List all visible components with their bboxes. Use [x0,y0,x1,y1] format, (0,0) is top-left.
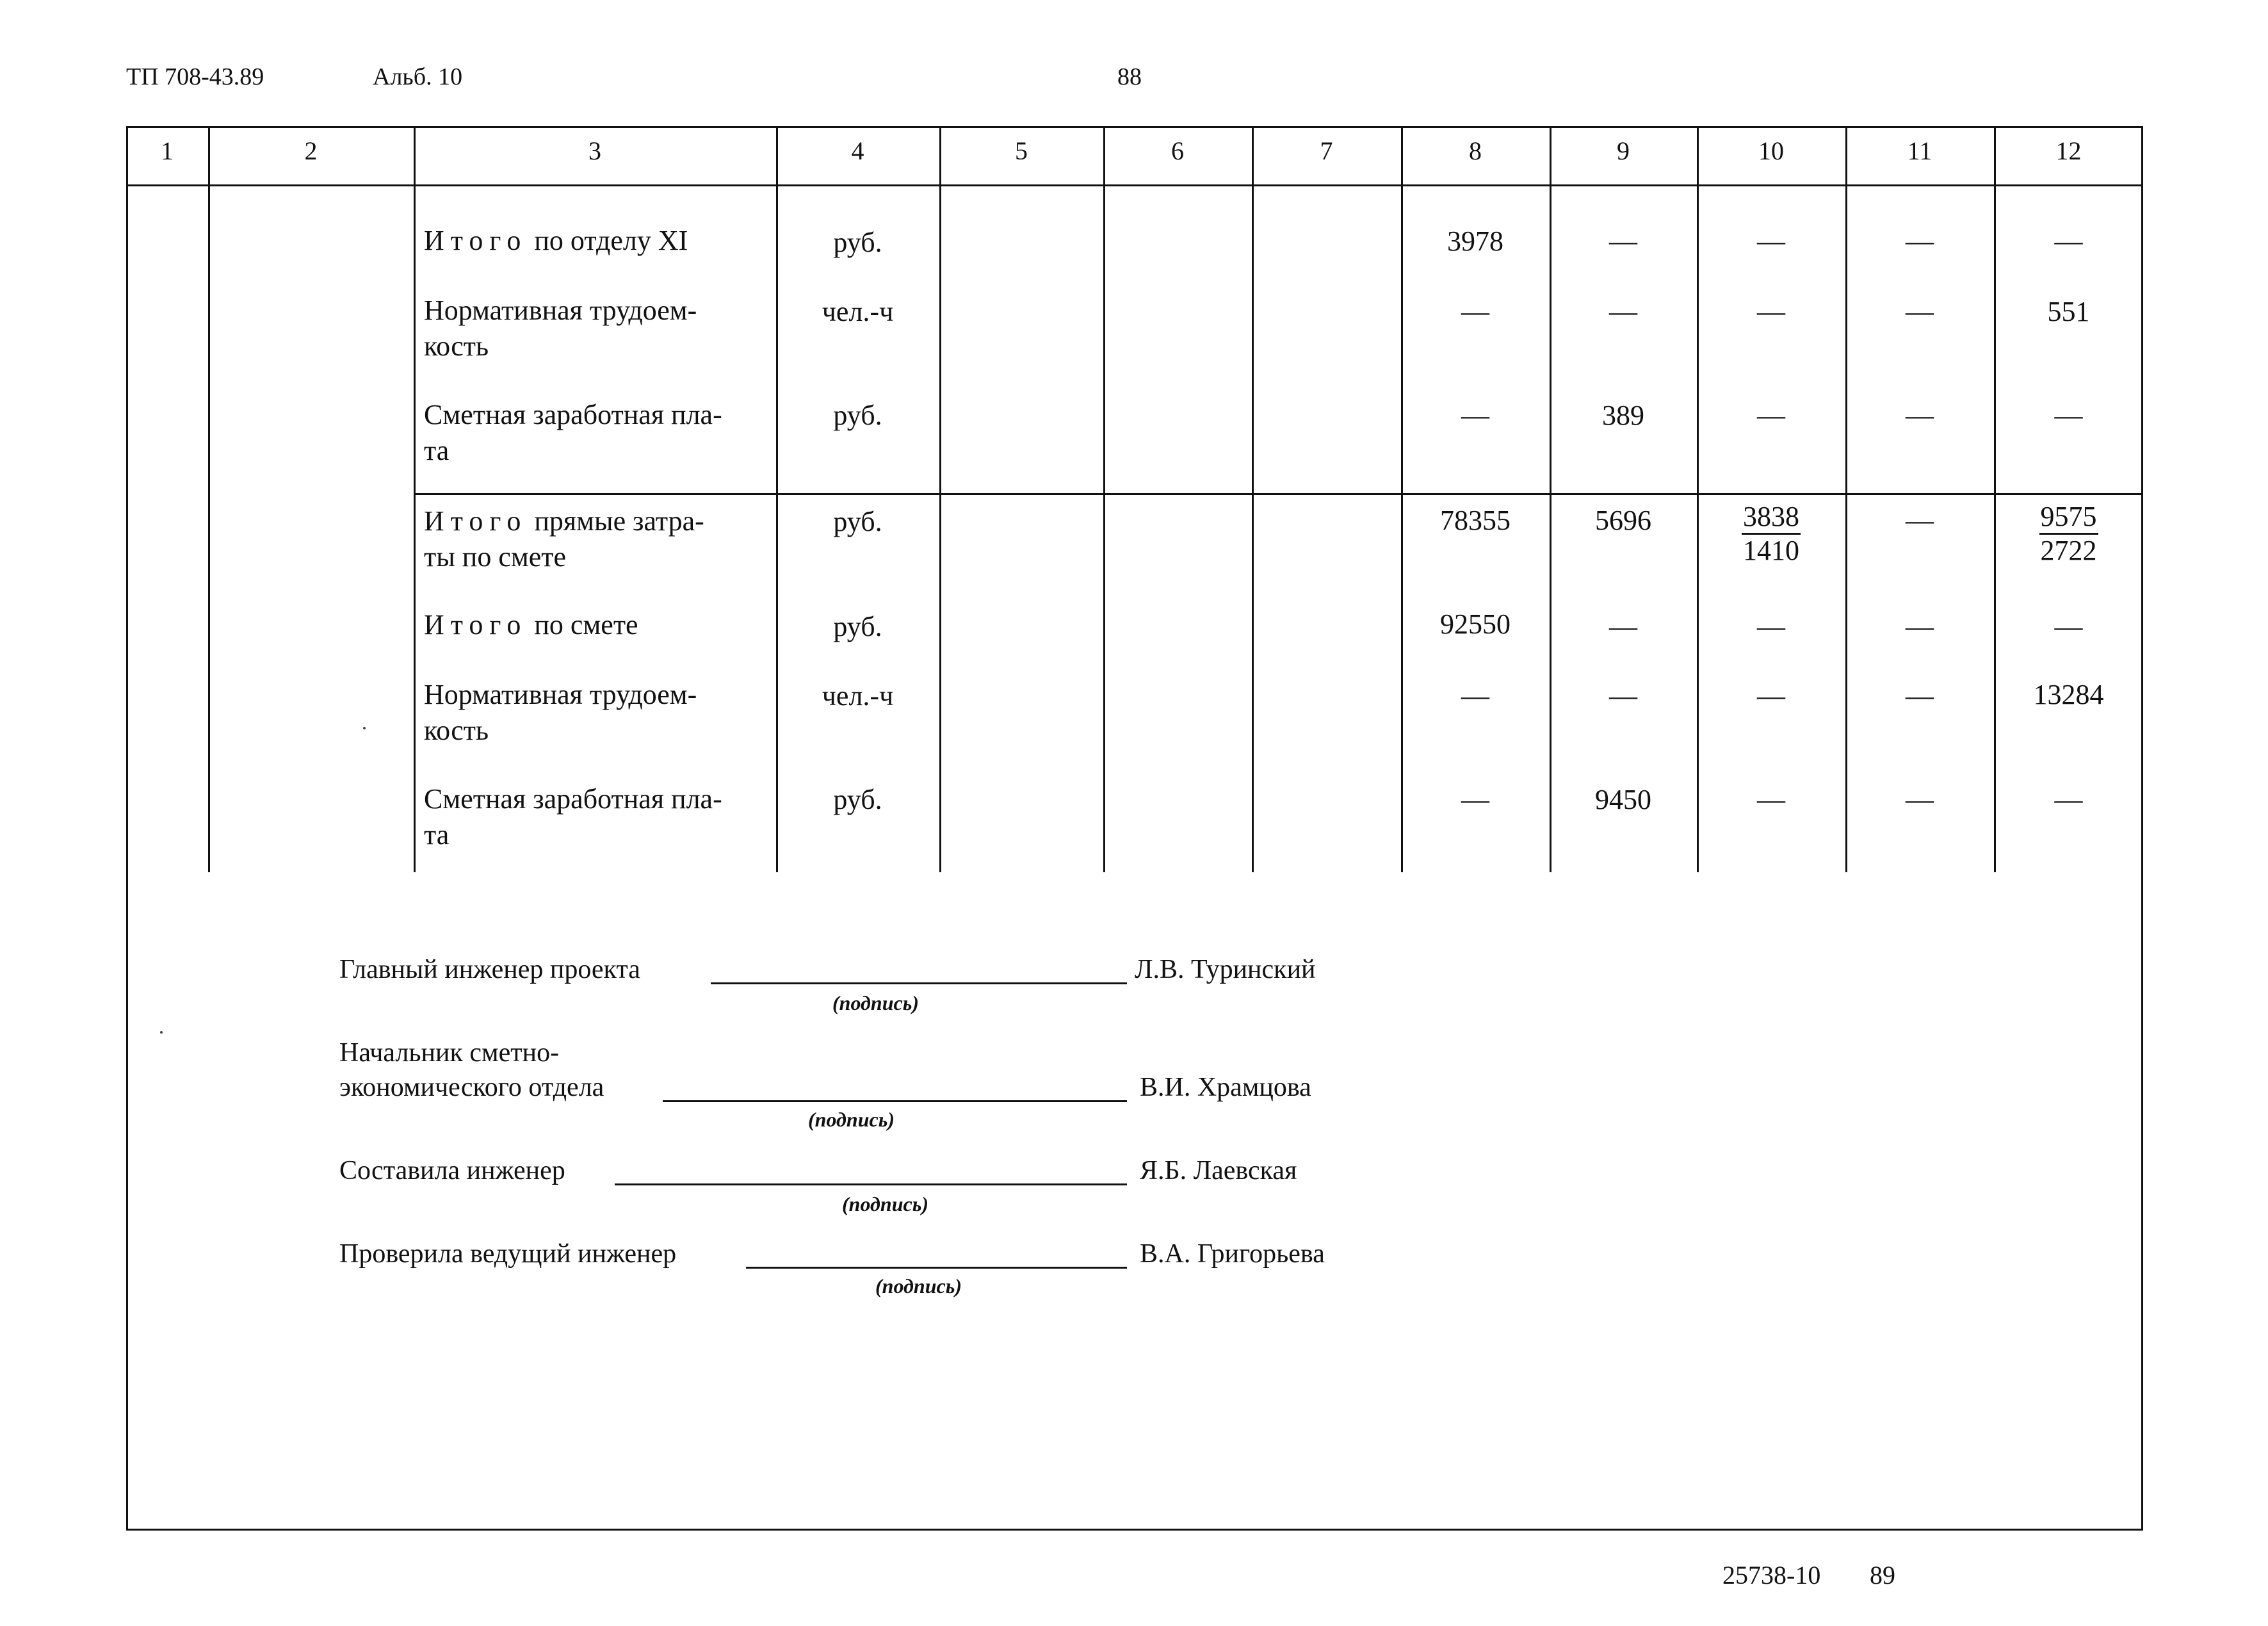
signature-name: В.А. Григорьева [1140,1239,1325,1269]
table-cell: 3978 [1447,225,1503,257]
signature-title: Начальник сметно- [339,1038,560,1068]
column-number: 9 [1617,136,1630,165]
column-number: 5 [1015,136,1028,165]
table-cell: — [1461,296,1489,327]
footer-doc-id: 25738-10 [1722,1561,1821,1589]
table-row-label: Сметная заработная пла- та [424,399,722,466]
signature-line [663,1100,1127,1102]
table-cell: — [1757,611,1785,642]
table-cell: — [1757,784,1785,815]
table-cell: — [1461,400,1489,431]
scan-speck [160,1031,163,1034]
table-cell: 92550 [1440,608,1511,640]
page-number: 88 [1117,63,1142,90]
doc-code: ТП 708-43.89 [126,63,264,90]
table-row-label: Итого по отделу XI [424,225,688,256]
table-cell: — [2054,611,2083,642]
table-row-label: Итого по смете [424,609,638,640]
table-cell: — [1906,505,1934,536]
col-divider-1-2 [208,126,210,872]
table-cell: — [1757,400,1785,431]
scan-speck [363,727,366,729]
col-divider-2-3 [414,126,416,872]
table-cell-fraction: $\frac{9575}{2722}$ [2040,501,2097,566]
table-row-label: Нормативная трудоем- кость [424,295,697,362]
signature-line [615,1183,1127,1185]
header-row-divider [126,184,2143,186]
table-cell: — [1461,784,1489,815]
column-number: 10 [1758,136,1784,165]
signature-title: Проверила ведущий инженер [339,1239,677,1269]
column-number: 11 [1907,136,1932,165]
table-cell-unit: чел.-ч [822,680,894,711]
table-cell: 78355 [1440,505,1511,536]
table-cell-fraction: $\frac{3838}{1410}$ [1743,501,1799,566]
signature-title: экономического отдела [339,1073,604,1102]
column-number: 2 [304,136,318,165]
table-cell: — [1757,225,1785,257]
column-number: 4 [851,136,864,165]
table-cell: — [1906,225,1934,257]
table-cell: — [2054,784,2083,815]
signature-name: Л.В. Туринский [1135,955,1316,984]
signature-caption: (подпись) [808,1108,895,1131]
column-number: 8 [1469,136,1482,165]
table-cell: — [1906,611,1934,642]
table-row-label: Итого прямые затра- ты по смете [424,505,704,573]
column-number: 6 [1171,136,1184,165]
table-cell-unit: руб. [833,227,882,258]
column-number: 1 [161,136,174,165]
album-label: Альб. 10 [373,63,463,90]
signature-caption: (подпись) [842,1192,928,1215]
signature-line [711,982,1127,984]
signature-name: Я.Б. Лаевская [1140,1156,1297,1185]
table-cell: 389 [1602,400,1644,431]
table-cell: — [1906,784,1934,815]
table-cell: — [1757,296,1785,327]
table-cell: — [1609,225,1637,257]
table-cell: 5696 [1595,505,1651,536]
table-cell-unit: руб. [833,400,882,431]
signature-title: Главный инженер проекта [339,955,640,984]
table-row-label: Сметная заработная пла- та [424,783,722,850]
table-cell: — [1609,296,1637,327]
table-cell: — [1609,611,1637,642]
table-cell: — [1757,680,1785,711]
table-cell-unit: руб. [833,611,882,642]
section-divider [414,493,2143,495]
signature-line [746,1267,1127,1269]
table-cell-unit: руб. [833,784,882,815]
col-divider-5-6 [1103,126,1105,872]
table-cell: 551 [2047,296,2090,327]
table-cell: — [2054,225,2083,257]
table-cell: 9450 [1595,784,1651,815]
column-number: 12 [2055,136,2082,165]
table-row-label: Нормативная трудоем- кость [424,679,697,746]
signature-caption: (подпись) [875,1274,962,1297]
table-cell-unit: чел.-ч [822,296,894,327]
table-cell: — [1906,400,1934,431]
table-cell: — [1906,680,1934,711]
footer-sheet-number: 89 [1870,1561,1895,1589]
table-cell-unit: руб. [833,506,882,537]
signature-title: Составила инженер [339,1156,565,1185]
table-cell: — [1461,680,1489,711]
col-divider-6-7 [1252,126,1254,872]
signature-caption: (подпись) [832,991,919,1014]
table-cell: — [2054,400,2083,431]
table-cell: 13284 [2033,679,2104,710]
column-number: 3 [588,136,601,165]
table-cell: — [1609,680,1637,711]
col-divider-4-5 [939,126,941,872]
signature-name: В.И. Храмцова [1140,1073,1311,1102]
column-number: 7 [1320,136,1333,165]
table-cell: — [1906,296,1934,327]
